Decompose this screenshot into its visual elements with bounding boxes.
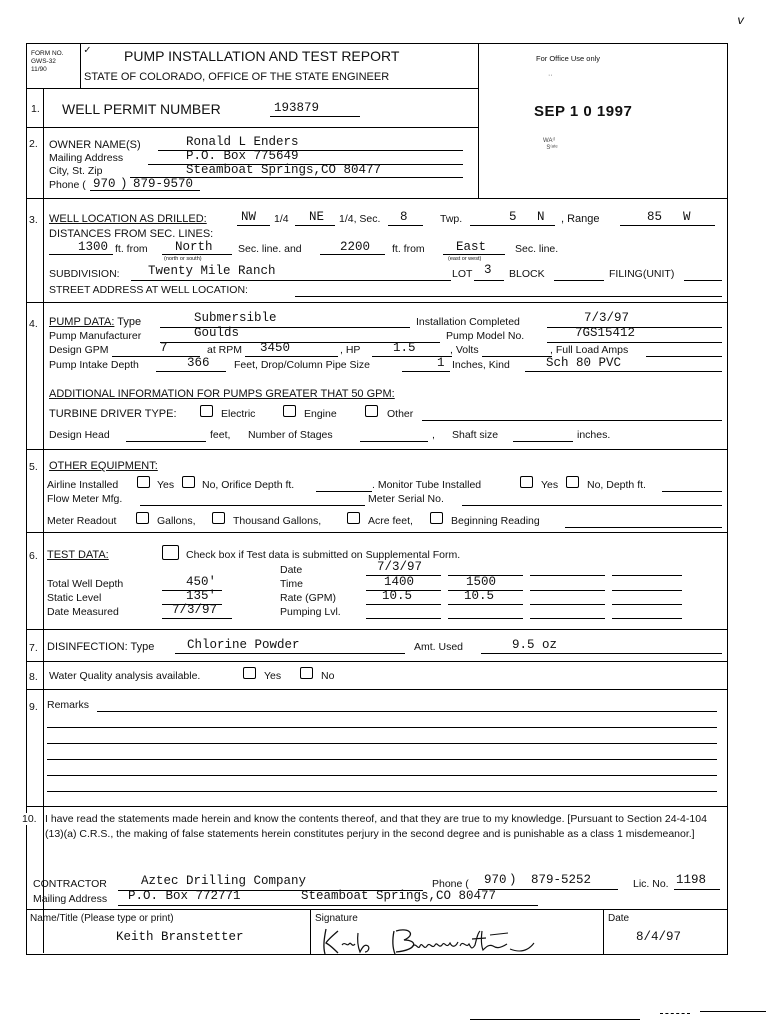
water-quality-yes-checkbox[interactable]: [243, 667, 256, 679]
owner-label: OWNER NAME(S): [49, 139, 141, 151]
pipe-size[interactable]: 1: [437, 356, 445, 370]
header-check-mark: ✓: [84, 45, 91, 57]
east-west-hint: (east or west): [448, 256, 482, 262]
pump-type[interactable]: Submersible: [194, 311, 277, 325]
section-6-number: 6.: [29, 550, 38, 562]
scan-artifact-dash: [660, 1013, 690, 1014]
disinfection-label: DISINFECTION: Type: [47, 641, 155, 653]
owner-name[interactable]: Ronald L Enders: [186, 135, 299, 149]
beginning-reading-checkbox[interactable]: [430, 512, 443, 524]
range-direction[interactable]: W: [683, 210, 691, 224]
office-column-divider: [478, 43, 479, 198]
date-measured[interactable]: 7/3/97: [172, 603, 218, 617]
installation-completed[interactable]: 7/3/97: [584, 311, 630, 325]
remarks-line-2[interactable]: [47, 727, 717, 728]
phone-label: Phone (: [49, 179, 86, 191]
office-use-mark: ··: [548, 72, 553, 79]
owner-phone-area[interactable]: 970: [93, 177, 116, 191]
mailing-label: Mailing Address: [49, 152, 124, 164]
remarks-line-3[interactable]: [47, 743, 717, 744]
owner-phone-number[interactable]: 879-9570: [133, 177, 194, 191]
range[interactable]: 85: [647, 210, 663, 224]
license-number[interactable]: 1198: [676, 873, 707, 887]
water-quality-label: Water Quality analysis available.: [49, 670, 201, 682]
contractor-label: CONTRACTOR: [33, 878, 107, 890]
owner-mailing-address[interactable]: P.O. Box 775649: [186, 149, 299, 163]
section-4-number: 4.: [29, 318, 38, 330]
engine-checkbox[interactable]: [283, 405, 296, 417]
monitor-no-checkbox[interactable]: [566, 476, 579, 488]
section-1-number: 1.: [31, 103, 40, 115]
received-stamp: SEP 1 0 1997: [534, 103, 633, 120]
pump-manufacturer[interactable]: Goulds: [194, 326, 240, 340]
distance-1-direction[interactable]: North: [175, 240, 213, 254]
form-subtitle: STATE OF COLORADO, OFFICE OF THE STATE ENGINEER: [84, 71, 390, 83]
office-use-label: For Office Use only: [536, 54, 601, 63]
test-date[interactable]: 7/3/97: [377, 560, 423, 574]
distance-2-direction[interactable]: East: [456, 240, 487, 254]
pump-intake-depth[interactable]: 366: [187, 356, 210, 370]
gallons-checkbox[interactable]: [136, 512, 149, 524]
section-2-number: 2.: [29, 138, 38, 150]
signature[interactable]: [314, 925, 600, 955]
lot-number[interactable]: 3: [484, 263, 492, 277]
water-quality-no-checkbox[interactable]: [300, 667, 313, 679]
thousand-gallons-checkbox[interactable]: [212, 512, 225, 524]
pipe-kind[interactable]: Sch 80 PVC: [546, 356, 622, 370]
acre-feet-checkbox[interactable]: [347, 512, 360, 524]
contractor-mailing-address[interactable]: P.O. Box 772771: [128, 889, 241, 903]
scan-artifact-line: [470, 1019, 640, 1020]
section-10-number: 10.: [22, 813, 37, 825]
electric-checkbox[interactable]: [200, 405, 213, 417]
contractor-city-state-zip[interactable]: Steamboat Springs,CO 80477: [301, 889, 497, 903]
stamp-smudge: WA⁽ˡ S⁽ᵃᵗᵉ: [543, 138, 558, 151]
remarks-line-5[interactable]: [47, 775, 717, 776]
quarter-2[interactable]: NE: [309, 210, 325, 224]
test-time-2[interactable]: 1500: [466, 575, 497, 589]
subdivision-label: SUBDIVISION:: [49, 268, 120, 280]
number-column-divider: [43, 88, 44, 953]
well-permit-number[interactable]: 193879: [274, 101, 320, 115]
remarks-line-1[interactable]: [97, 711, 717, 712]
other-equipment-label: OTHER EQUIPMENT:: [49, 460, 158, 472]
township[interactable]: 5: [509, 210, 517, 224]
owner-city-state-zip[interactable]: Steamboat Springs,CO 80477: [186, 163, 382, 177]
remarks-line-4[interactable]: [47, 759, 717, 760]
section-3-number: 3.: [29, 214, 38, 226]
horsepower[interactable]: 1.5: [393, 341, 416, 355]
subdivision[interactable]: Twenty Mile Ranch: [148, 264, 276, 278]
scan-artifact-edge: [700, 1011, 766, 1012]
distance-2[interactable]: 2200: [340, 240, 371, 254]
test-rate-2[interactable]: 10.5: [464, 589, 495, 603]
printed-name[interactable]: Keith Branstetter: [116, 930, 244, 944]
distance-1[interactable]: 1300: [78, 240, 109, 254]
corner-check-mark: v: [737, 14, 745, 28]
pump-model-number[interactable]: 7GS15412: [575, 326, 636, 340]
remarks-label: Remarks: [47, 699, 90, 711]
remarks-line-6[interactable]: [47, 791, 717, 792]
quarter-1[interactable]: NW: [241, 210, 257, 224]
form-number: FORM NO. GWS-32 11/90: [31, 50, 64, 73]
section-9-number: 9.: [29, 701, 38, 713]
distances-label: DISTANCES FROM SEC. LINES:: [49, 228, 214, 240]
well-location-label: WELL LOCATION AS DRILLED:: [49, 213, 207, 225]
amount-used[interactable]: 9.5 oz: [512, 638, 558, 652]
total-well-depth[interactable]: 450': [186, 575, 217, 589]
static-level[interactable]: 135': [186, 589, 217, 603]
airline-yes-checkbox[interactable]: [137, 476, 150, 488]
contractor-phone-number[interactable]: 879-5252: [531, 873, 592, 887]
disinfection-type[interactable]: Chlorine Powder: [187, 638, 300, 652]
contractor-name[interactable]: Aztec Drilling Company: [141, 874, 307, 888]
well-permit-label: WELL PERMIT NUMBER: [62, 101, 221, 117]
design-gpm[interactable]: 7: [160, 341, 168, 355]
header-divider: [80, 43, 81, 88]
form-title: PUMP INSTALLATION AND TEST REPORT: [124, 48, 400, 64]
section-7-number: 7.: [29, 642, 38, 654]
pump-type-label: PUMP DATA: Type: [49, 316, 142, 328]
supplemental-form-checkbox[interactable]: [162, 545, 179, 560]
township-direction[interactable]: N: [537, 210, 545, 224]
test-rate-1[interactable]: 10.5: [382, 589, 413, 603]
test-data-label: TEST DATA:: [47, 549, 109, 561]
additional-info-label: ADDITIONAL INFORMATION FOR PUMPS GREATER THAT 50 GPM:: [49, 388, 395, 400]
north-south-hint: (north or south): [164, 256, 202, 262]
rpm[interactable]: 3450: [260, 341, 291, 355]
signature-image: [314, 925, 600, 955]
certification-statement: I have read the statements made herein and know the contents thereof, and that they are true to my knowledge. [Pursuant to Section 24-4-104 (13)(a) C.R.S., the making of false statements herein constitutes perjury in the second degree and is punishable as a class 1 misdemeanor.]: [45, 813, 707, 840]
section-8-number: 8.: [29, 671, 38, 683]
other-checkbox[interactable]: [365, 405, 378, 417]
section-number[interactable]: 8: [400, 210, 408, 224]
signature-date[interactable]: 8/4/97: [636, 930, 682, 944]
section-5-number: 5.: [29, 461, 38, 473]
contractor-phone-area[interactable]: 970: [484, 873, 507, 887]
test-time-1[interactable]: 1400: [384, 575, 415, 589]
street-address-label: STREET ADDRESS AT WELL LOCATION:: [49, 284, 248, 296]
monitor-yes-checkbox[interactable]: [520, 476, 533, 488]
airline-no-checkbox[interactable]: [182, 476, 195, 488]
city-label: City, St. Zip: [49, 165, 103, 177]
